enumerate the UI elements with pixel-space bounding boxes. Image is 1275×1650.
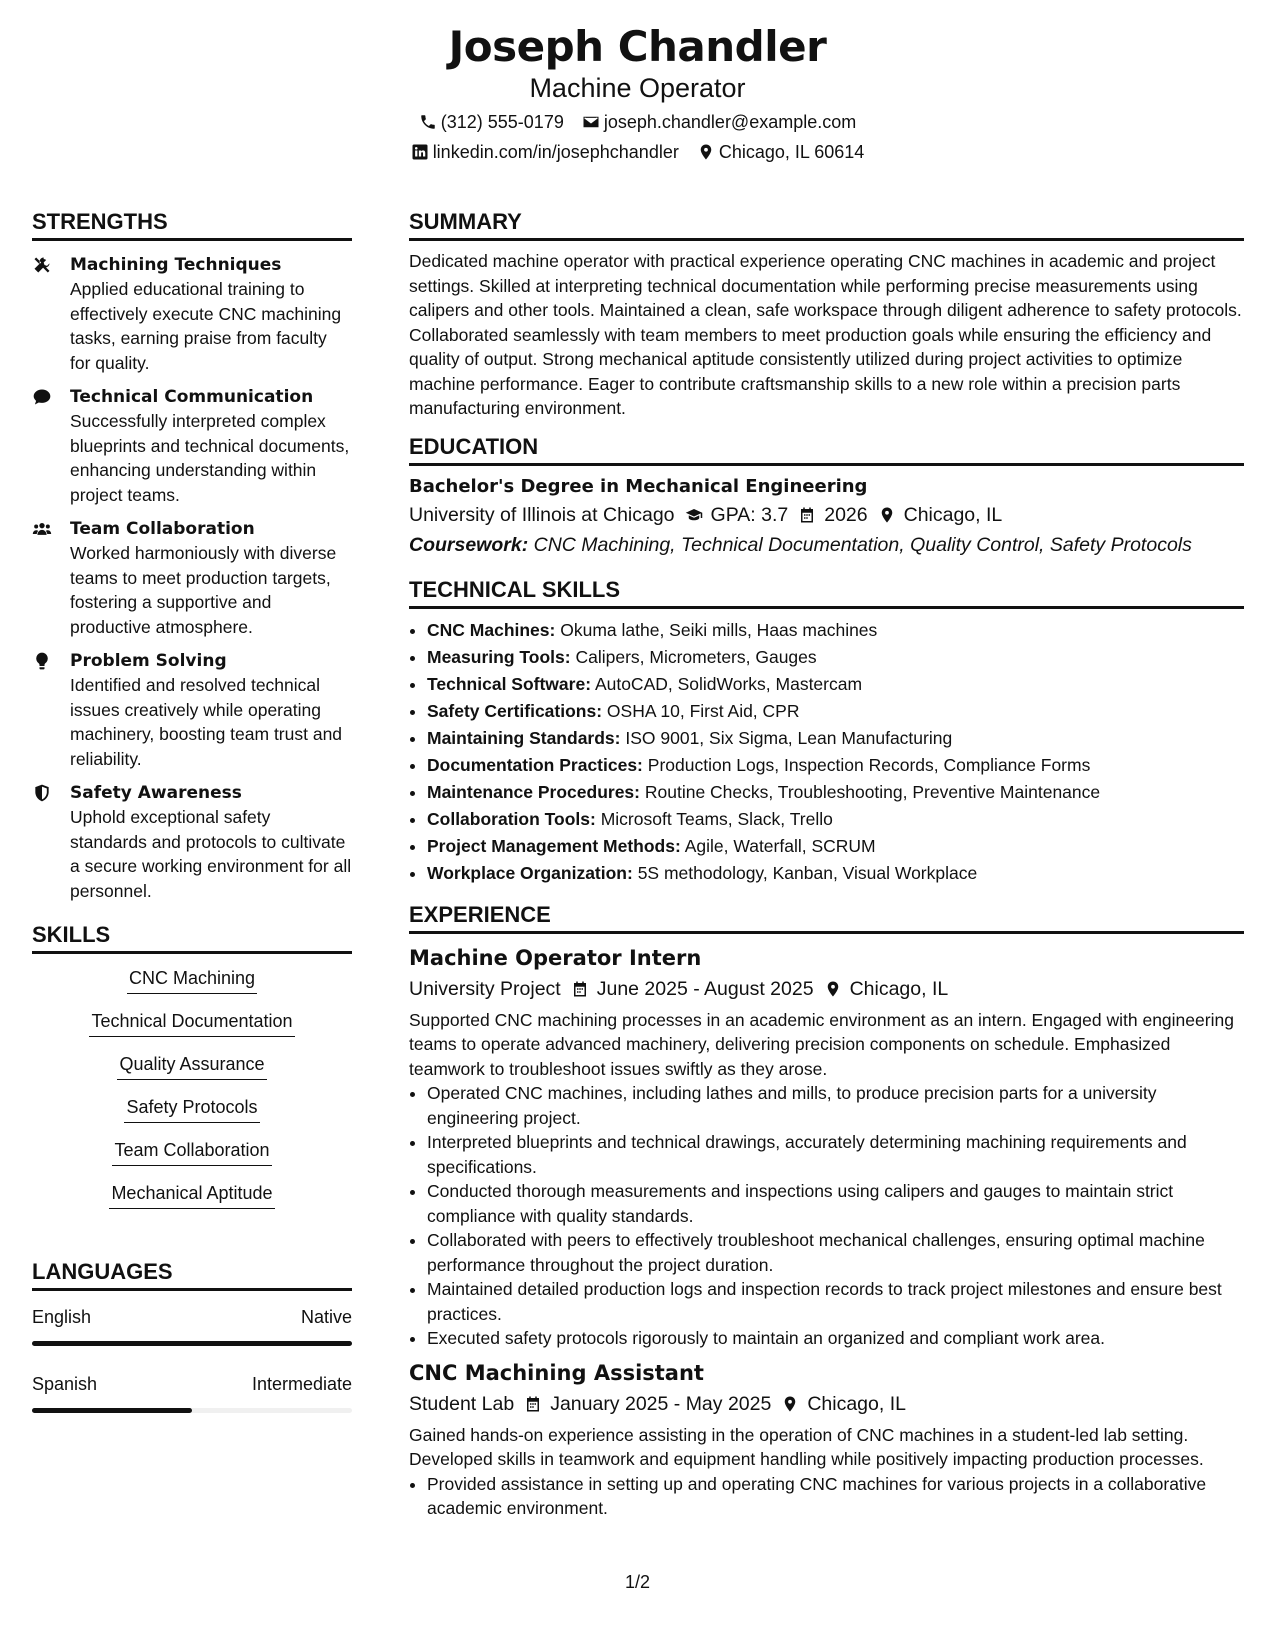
list-item: • Maintained detailed production logs and inspection records to track project milestones and ensure best practices. bbox=[427, 1277, 1244, 1326]
language-name: English bbox=[32, 1307, 92, 1327]
skill-value: AutoCAD, SolidWorks, Mastercam bbox=[594, 673, 863, 694]
job-summary: Gained hands-on experience assisting in the operation of CNC machines in a student-led lab setting. Developed skills in teamwork and equipment handling while positively impacting production processes. bbox=[409, 1424, 1204, 1469]
linkedin-contact[interactable] bbox=[411, 140, 679, 164]
skill-tag: Team Collaboration bbox=[112, 1138, 271, 1166]
list-item: • Interpreted blueprints and technical drawings, accurately determining machining requirements and specifications. bbox=[427, 1130, 1244, 1179]
list-item: • Operated CNC machines, including lathes and mills, to produce precision parts for a university engineering project. bbox=[427, 1081, 1244, 1130]
phone-text: (312) 555-0179 bbox=[440, 112, 564, 132]
education-meta bbox=[409, 500, 1244, 530]
job-title: Machine Operator bbox=[529, 73, 746, 103]
skill-label: Maintaining Standards: bbox=[427, 727, 621, 748]
calendar-icon bbox=[571, 980, 589, 998]
skill-label: Documentation Practices: bbox=[427, 754, 643, 775]
skill-tag: Mechanical Aptitude bbox=[109, 1181, 274, 1209]
job-location: Chicago, IL bbox=[849, 977, 949, 1000]
graduation-cap-icon bbox=[685, 506, 703, 524]
linkedin-text: linkedin.com/in/josephchandler bbox=[432, 142, 679, 162]
job-entry bbox=[409, 942, 1244, 1351]
list-item bbox=[427, 725, 1244, 752]
job-meta bbox=[409, 974, 1244, 1004]
job-entry bbox=[409, 1357, 1244, 1521]
map-pin-icon bbox=[824, 980, 842, 998]
skill-value: Production Logs, Inspection Records, Compliance Forms bbox=[647, 754, 1091, 775]
skill-label: Project Management Methods: bbox=[427, 835, 681, 856]
job-role: CNC Machining Assistant bbox=[409, 1360, 704, 1385]
graduation-year: 2026 bbox=[824, 503, 868, 526]
users-icon bbox=[32, 517, 70, 639]
list-item bbox=[427, 860, 1244, 887]
list-item bbox=[427, 671, 1244, 698]
skill-value: Okuma lathe, Seiki mills, Haas machines bbox=[560, 619, 878, 640]
strength-name: Safety Awareness bbox=[70, 783, 242, 803]
candidate-name: Joseph Chandler bbox=[448, 22, 827, 71]
contact-row-2 bbox=[0, 140, 1275, 164]
skill-value: OSHA 10, First Aid, CPR bbox=[606, 700, 800, 721]
phone-icon bbox=[419, 113, 437, 131]
experience-heading: EXPERIENCE bbox=[409, 901, 1244, 934]
summary-heading: SUMMARY bbox=[409, 208, 1244, 241]
skills-heading: SKILLS bbox=[32, 921, 352, 954]
skill-label: Collaboration Tools: bbox=[427, 808, 596, 829]
strength-item bbox=[32, 385, 352, 507]
skill-label: Measuring Tools: bbox=[427, 646, 571, 667]
job-bullets bbox=[409, 1472, 1244, 1521]
map-pin-icon bbox=[697, 143, 715, 161]
language-item bbox=[32, 1372, 352, 1413]
job-org: University Project bbox=[409, 977, 561, 1000]
map-pin-icon bbox=[878, 506, 896, 524]
email-contact[interactable] bbox=[582, 110, 856, 134]
skill-tag: Safety Protocols bbox=[124, 1095, 259, 1123]
skill-value: 5S methodology, Kanban, Visual Workplace bbox=[637, 862, 978, 883]
job-role: Machine Operator Intern bbox=[409, 945, 702, 970]
strength-item bbox=[32, 253, 352, 375]
skill-value: Calipers, Micrometers, Gauges bbox=[575, 646, 817, 667]
job-org: Student Lab bbox=[409, 1392, 515, 1415]
comment-icon bbox=[32, 385, 70, 507]
lightbulb-icon bbox=[32, 649, 70, 771]
job-dates: January 2025 - May 2025 bbox=[550, 1392, 772, 1415]
list-item: • Collaborated with peers to effectively troubleshoot mechanical challenges, ensuring optimal machine performance throughout the project duration. bbox=[427, 1228, 1244, 1277]
coursework-text: CNC Machining, Technical Documentation, Quality Control, Safety Protocols bbox=[533, 533, 1192, 556]
list-item bbox=[427, 644, 1244, 671]
strength-desc: Identified and resolved technical issues creatively while operating machinery, boosting team trust and reliability. bbox=[70, 675, 343, 769]
proficiency-bar bbox=[32, 1341, 352, 1346]
list-item bbox=[427, 833, 1244, 860]
technical-skills-heading: TECHNICAL SKILLS bbox=[409, 576, 1244, 609]
coursework-line bbox=[409, 530, 1244, 560]
job-bullets bbox=[409, 1081, 1244, 1351]
job-location: Chicago, IL bbox=[807, 1392, 906, 1415]
calendar-icon bbox=[524, 1395, 542, 1413]
list-item: • Executed safety protocols rigorously to maintain an organized and compliant work area. bbox=[427, 1326, 1244, 1351]
skill-label: CNC Machines: bbox=[427, 619, 556, 640]
location-contact bbox=[697, 140, 864, 164]
language-item bbox=[32, 1305, 352, 1346]
skill-label: Safety Certifications: bbox=[427, 700, 603, 721]
skill-value: Microsoft Teams, Slack, Trello bbox=[600, 808, 833, 829]
linkedin-icon bbox=[411, 143, 429, 161]
coursework-label: Coursework: bbox=[409, 533, 529, 556]
skill-tag: CNC Machining bbox=[127, 966, 257, 994]
skill-label: Maintenance Procedures: bbox=[427, 781, 640, 802]
phone-contact[interactable] bbox=[419, 110, 564, 134]
proficiency-fill bbox=[32, 1341, 352, 1346]
list-item bbox=[427, 698, 1244, 725]
strength-name: Problem Solving bbox=[70, 651, 227, 671]
strength-item bbox=[32, 649, 352, 771]
skill-tag: Quality Assurance bbox=[117, 1052, 266, 1080]
languages-heading: LANGUAGES bbox=[32, 1258, 352, 1291]
proficiency-fill bbox=[32, 1408, 192, 1413]
resume-header bbox=[0, 22, 1275, 164]
list-item bbox=[427, 617, 1244, 644]
strength-name: Machining Techniques bbox=[70, 255, 282, 275]
job-meta bbox=[409, 1389, 1244, 1419]
skill-tag: Technical Documentation bbox=[89, 1009, 294, 1037]
page-number: 1/2 bbox=[624, 1572, 651, 1592]
list-item bbox=[427, 806, 1244, 833]
contact-row-1 bbox=[0, 110, 1275, 134]
strengths-heading: STRENGTHS bbox=[32, 208, 352, 241]
strength-name: Team Collaboration bbox=[70, 519, 255, 539]
language-level: Intermediate bbox=[251, 1374, 352, 1394]
job-dates: June 2025 - August 2025 bbox=[596, 977, 814, 1000]
job-summary: Supported CNC machining processes in an academic environment as an intern. Engaged with engineering teams to operate advanced machinery, delivering precision components on schedule. Emphasized teamwork to troubleshoot issues swiftly as they arose. bbox=[409, 1009, 1234, 1079]
list-item: • Conducted thorough measurements and inspections using calipers and gauges to maintain strict compliance with quality standards. bbox=[427, 1179, 1244, 1228]
gpa-text: GPA: 3.7 bbox=[710, 503, 789, 526]
left-column bbox=[32, 208, 352, 1413]
technical-skills-list bbox=[409, 617, 1244, 887]
strength-desc: Applied educational training to effectively execute CNC machining tasks, earning praise from faculty for quality. bbox=[70, 279, 342, 373]
education-heading: EDUCATION bbox=[409, 433, 1244, 466]
skills-list bbox=[32, 966, 352, 1224]
map-pin-icon bbox=[781, 1395, 799, 1413]
list-item: • Provided assistance in setting up and operating CNC machines for various projects in a collaborative academic environment. bbox=[427, 1472, 1244, 1521]
education-location: Chicago, IL bbox=[903, 503, 1003, 526]
strength-desc: Uphold exceptional safety standards and protocols to cultivate a secure working environment for all personnel. bbox=[70, 807, 352, 901]
degree-name: Bachelor's Degree in Mechanical Engineering bbox=[409, 475, 868, 497]
skill-label: Workplace Organization: bbox=[427, 862, 633, 883]
skill-value: Agile, Waterfall, SCRUM bbox=[684, 835, 876, 856]
list-item bbox=[427, 779, 1244, 806]
email-text: joseph.chandler@example.com bbox=[603, 112, 857, 132]
language-name: Spanish bbox=[32, 1374, 98, 1394]
strength-item bbox=[32, 781, 352, 903]
calendar-icon bbox=[798, 506, 816, 524]
envelope-icon bbox=[582, 113, 600, 131]
strength-item bbox=[32, 517, 352, 639]
strength-desc: Successfully interpreted complex blueprints and technical documents, enhancing understanding within project teams. bbox=[70, 411, 350, 505]
right-column bbox=[409, 208, 1244, 1521]
skill-label: Technical Software: bbox=[427, 673, 592, 694]
proficiency-bar bbox=[32, 1408, 352, 1413]
school-name: University of Illinois at Chicago bbox=[409, 503, 675, 526]
summary-text: Dedicated machine operator with practical experience operating CNC machines in academic and project settings. Skilled at interpreting technical documentation while performing precise measurements using calipers and other tools. Maintained a clean, safe workspace through diligent adherence to safety protocols. Collaborated seamlessly with team members to meet production goals while ensuring the efficiency and quality of output. Strong mechanical aptitude consistently utilized during project activities to optimize machine performance. Eager to contribute craftsmanship skills to a new role within a precision parts manufacturing environment. bbox=[409, 251, 1242, 418]
language-level: Native bbox=[300, 1307, 352, 1327]
list-item bbox=[427, 752, 1244, 779]
strength-desc: Worked harmoniously with diverse teams to meet production targets, fostering a supportive and productive atmosphere. bbox=[70, 543, 337, 637]
strength-name: Technical Communication bbox=[70, 387, 314, 407]
tools-icon bbox=[32, 253, 70, 375]
skill-value: Routine Checks, Troubleshooting, Preventive Maintenance bbox=[644, 781, 1101, 802]
shield-icon bbox=[32, 781, 70, 903]
skill-value: ISO 9001, Six Sigma, Lean Manufacturing bbox=[625, 727, 953, 748]
location-text: Chicago, IL 60614 bbox=[718, 142, 865, 162]
